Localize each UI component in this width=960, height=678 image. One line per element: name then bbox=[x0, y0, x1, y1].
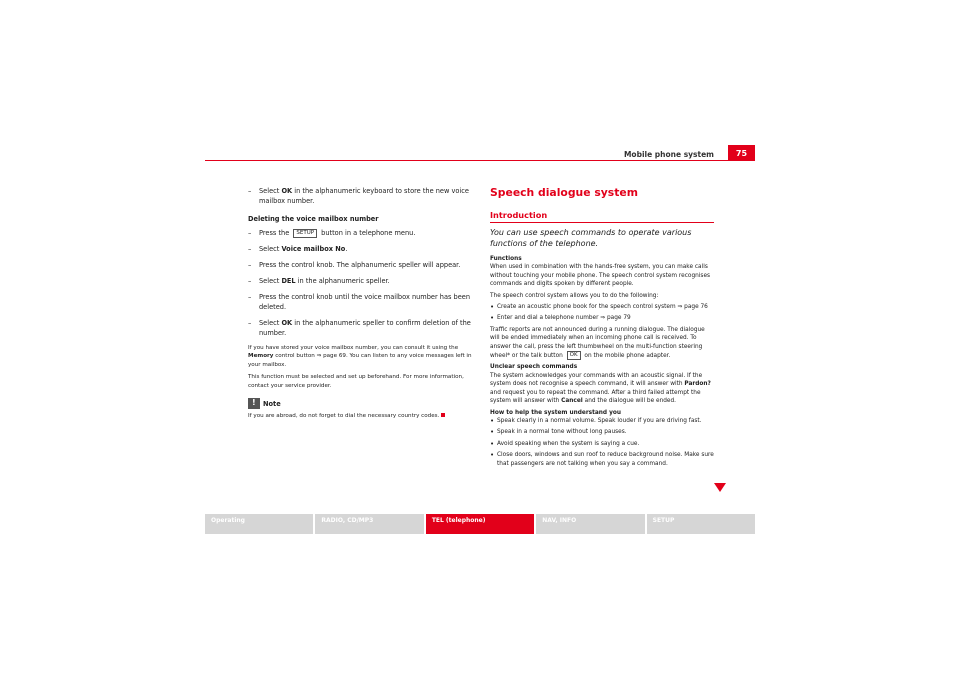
list-item: • Avoid speaking when the system is saying a cue. bbox=[490, 439, 640, 448]
functions-text: When used in combination with the hands-free system, you can make calls without touching your mobile phone. The speech control system recognises commands and digits spoken by different people. bbox=[490, 264, 711, 288]
step-store-number: – Select OK in the alphanumeric keyboard to store the new voice mailbox number. bbox=[248, 187, 469, 205]
end-marker-icon bbox=[441, 413, 445, 417]
list-item: • Enter and dial a telephone number ⇒ page 79 bbox=[490, 314, 631, 323]
page-number: 75 bbox=[728, 145, 755, 161]
tab-nav-info[interactable]: NAV, INFO bbox=[536, 514, 644, 534]
note-warning-icon bbox=[248, 398, 260, 409]
setup-key: SETUP bbox=[293, 229, 317, 238]
page-header-title: Mobile phone system bbox=[623, 150, 714, 159]
intro-text: You can use speech commands to operate various functions of the telephone. bbox=[490, 228, 692, 248]
tab-operating[interactable]: Operating bbox=[205, 514, 313, 534]
tab-radio[interactable]: RADIO, CD/MP3 bbox=[315, 514, 423, 534]
list-item: • Speak in a normal tone without long pauses. bbox=[490, 428, 627, 437]
allows-text: The speech control system allows you to do the following: bbox=[490, 292, 659, 299]
tab-telephone[interactable]: TEL (telephone) bbox=[426, 514, 534, 534]
left-column bbox=[248, 186, 476, 424]
unclear-heading: Unclear speech commands bbox=[490, 364, 578, 371]
footer-tabs bbox=[205, 514, 755, 534]
list-item: • Speak clearly in a normal volume. Speak louder if you are driving fast. bbox=[490, 416, 702, 425]
functions-heading: Functions bbox=[490, 256, 522, 262]
step-select-voice-mailbox: – Select Voice mailbox No. bbox=[248, 245, 348, 253]
info-setup: This function must be selected and set up beforehand. For more information, contact your service provider. bbox=[248, 374, 464, 389]
step-select-del: – Select DEL in the alphanumeric speller. bbox=[248, 277, 390, 285]
traffic-text: Traffic reports are not announced during a running dialogue. The dialogue will be ended immediately when an incoming phone call is received. To answer the call, press the left thumbwheel on the multi-function steering wheel* or the talk button OK on the mobile phone adapter. bbox=[490, 326, 705, 360]
note-title: Note bbox=[263, 400, 281, 409]
subsection-title: Introduction bbox=[490, 210, 548, 220]
step-press-setup: – Press the SETUP button in a telephone menu. bbox=[248, 229, 416, 237]
step-confirm-deletion: – Select OK in the alphanumeric speller to confirm deletion of the number. bbox=[248, 319, 471, 337]
section-heading-delete-mailbox: Deleting the voice mailbox number bbox=[248, 215, 379, 223]
help-heading: How to help the system understand you bbox=[490, 409, 621, 416]
continue-arrow-icon bbox=[714, 483, 726, 492]
unclear-text: The system acknowledges your commands with an acoustic signal. If the system does not recognise a speech command, it will answer with Pardon? and request you to repeat the command. After a third failed attempt the system will answer with Cancel and the dialogue will be ended. bbox=[490, 372, 711, 405]
section-title: Speech dialogue system bbox=[490, 186, 638, 199]
tab-setup[interactable]: SETUP bbox=[647, 514, 755, 534]
list-item: • Create an acoustic phone book for the speech control system ⇒ page 76 bbox=[490, 303, 708, 312]
ok-key: OK bbox=[567, 351, 581, 360]
right-column bbox=[490, 186, 714, 471]
subsection-rule bbox=[490, 222, 714, 223]
info-memory: If you have stored your voice mailbox number, you can consult it using the Memory control button ⇒ page 69. You can listen to any voice messages left in your mailbox. bbox=[248, 345, 472, 368]
header-rule bbox=[205, 160, 755, 161]
list-item: • Close doors, windows and sun roof to reduce background noise. Make sure that passengers are not talking when you say a command. bbox=[490, 451, 714, 467]
note-text: If you are abroad, do not forget to dial the necessary country codes. bbox=[248, 412, 476, 420]
step-press-knob-delete: – Press the control knob until the voice mailbox number has been deleted. bbox=[248, 293, 470, 311]
step-press-knob: – Press the control knob. The alphanumeric speller will appear. bbox=[248, 261, 461, 269]
note-box bbox=[248, 398, 476, 420]
